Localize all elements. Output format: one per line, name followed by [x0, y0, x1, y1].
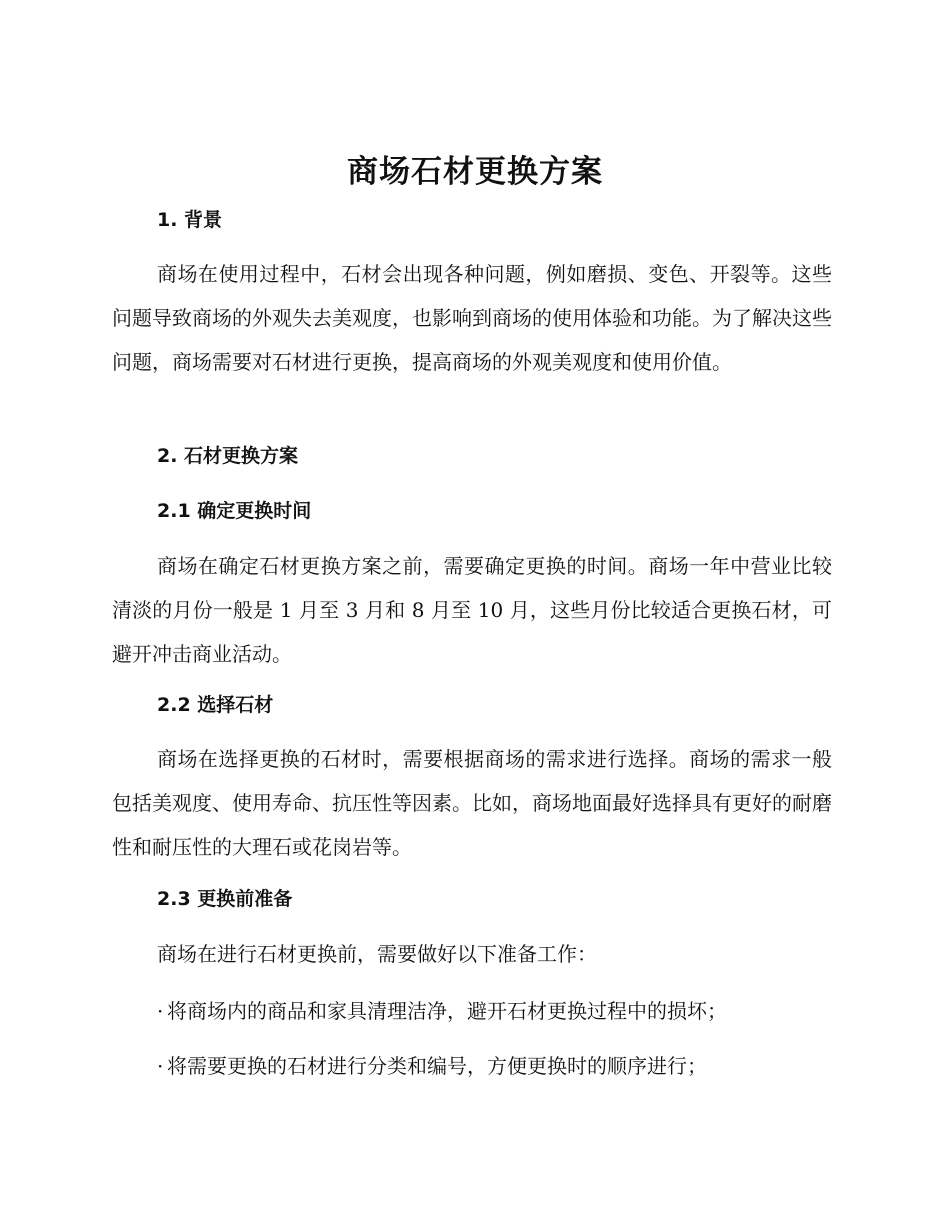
document-title: 商场石材更换方案	[347, 154, 603, 190]
section-1-paragraph: 商场在使用过程中，石材会出现各种问题，例如磨损、变色、开裂等。这些问题导致商场的外观失去美观度，也影响到商场的使用体验和功能。为了解决这些问题，商场需要对石材进行更换，提高商场的外观美观度和使用价值。	[112, 262, 832, 374]
section-2-1-heading: 2.1 确定更换时间	[157, 500, 312, 522]
section-2-2-heading: 2.2 选择石材	[157, 694, 274, 716]
section-2-2-paragraph: 商场在选择更换的石材时，需要根据商场的需求进行选择。商场的需求一般包括美观度、使用寿命、抗压性等因素。比如，商场地面最好选择具有更好的耐磨性和耐压性的大理石或花岗岩等。	[112, 747, 832, 859]
list-item	[157, 1050, 707, 1082]
bullet-dot: ·	[157, 1054, 164, 1078]
section-2-1-paragraph: 商场在确定石材更换方案之前，需要确定更换的时间。商场一年中营业比较清淡的月份一般是 1 月至 3 月和 8 月至 10 月，这些月份比较适合更换石材，可避开冲击商业活动。	[112, 554, 832, 666]
list-item-text: 将商场内的商品和家具清理洁净，避开石材更换过程中的损坏；	[167, 999, 727, 1023]
section-2-3-heading: 2.3 更换前准备	[157, 888, 293, 910]
section-1-heading: 1. 背景	[157, 209, 223, 231]
list-item	[157, 995, 727, 1027]
bullet-dot: ·	[157, 999, 164, 1023]
section-2-heading: 2. 石材更换方案	[157, 445, 299, 467]
list-item-text: 将需要更换的石材进行分类和编号，方便更换时的顺序进行；	[167, 1054, 707, 1078]
section-2-3-intro: 商场在进行石材更换前，需要做好以下准备工作：	[157, 942, 597, 966]
